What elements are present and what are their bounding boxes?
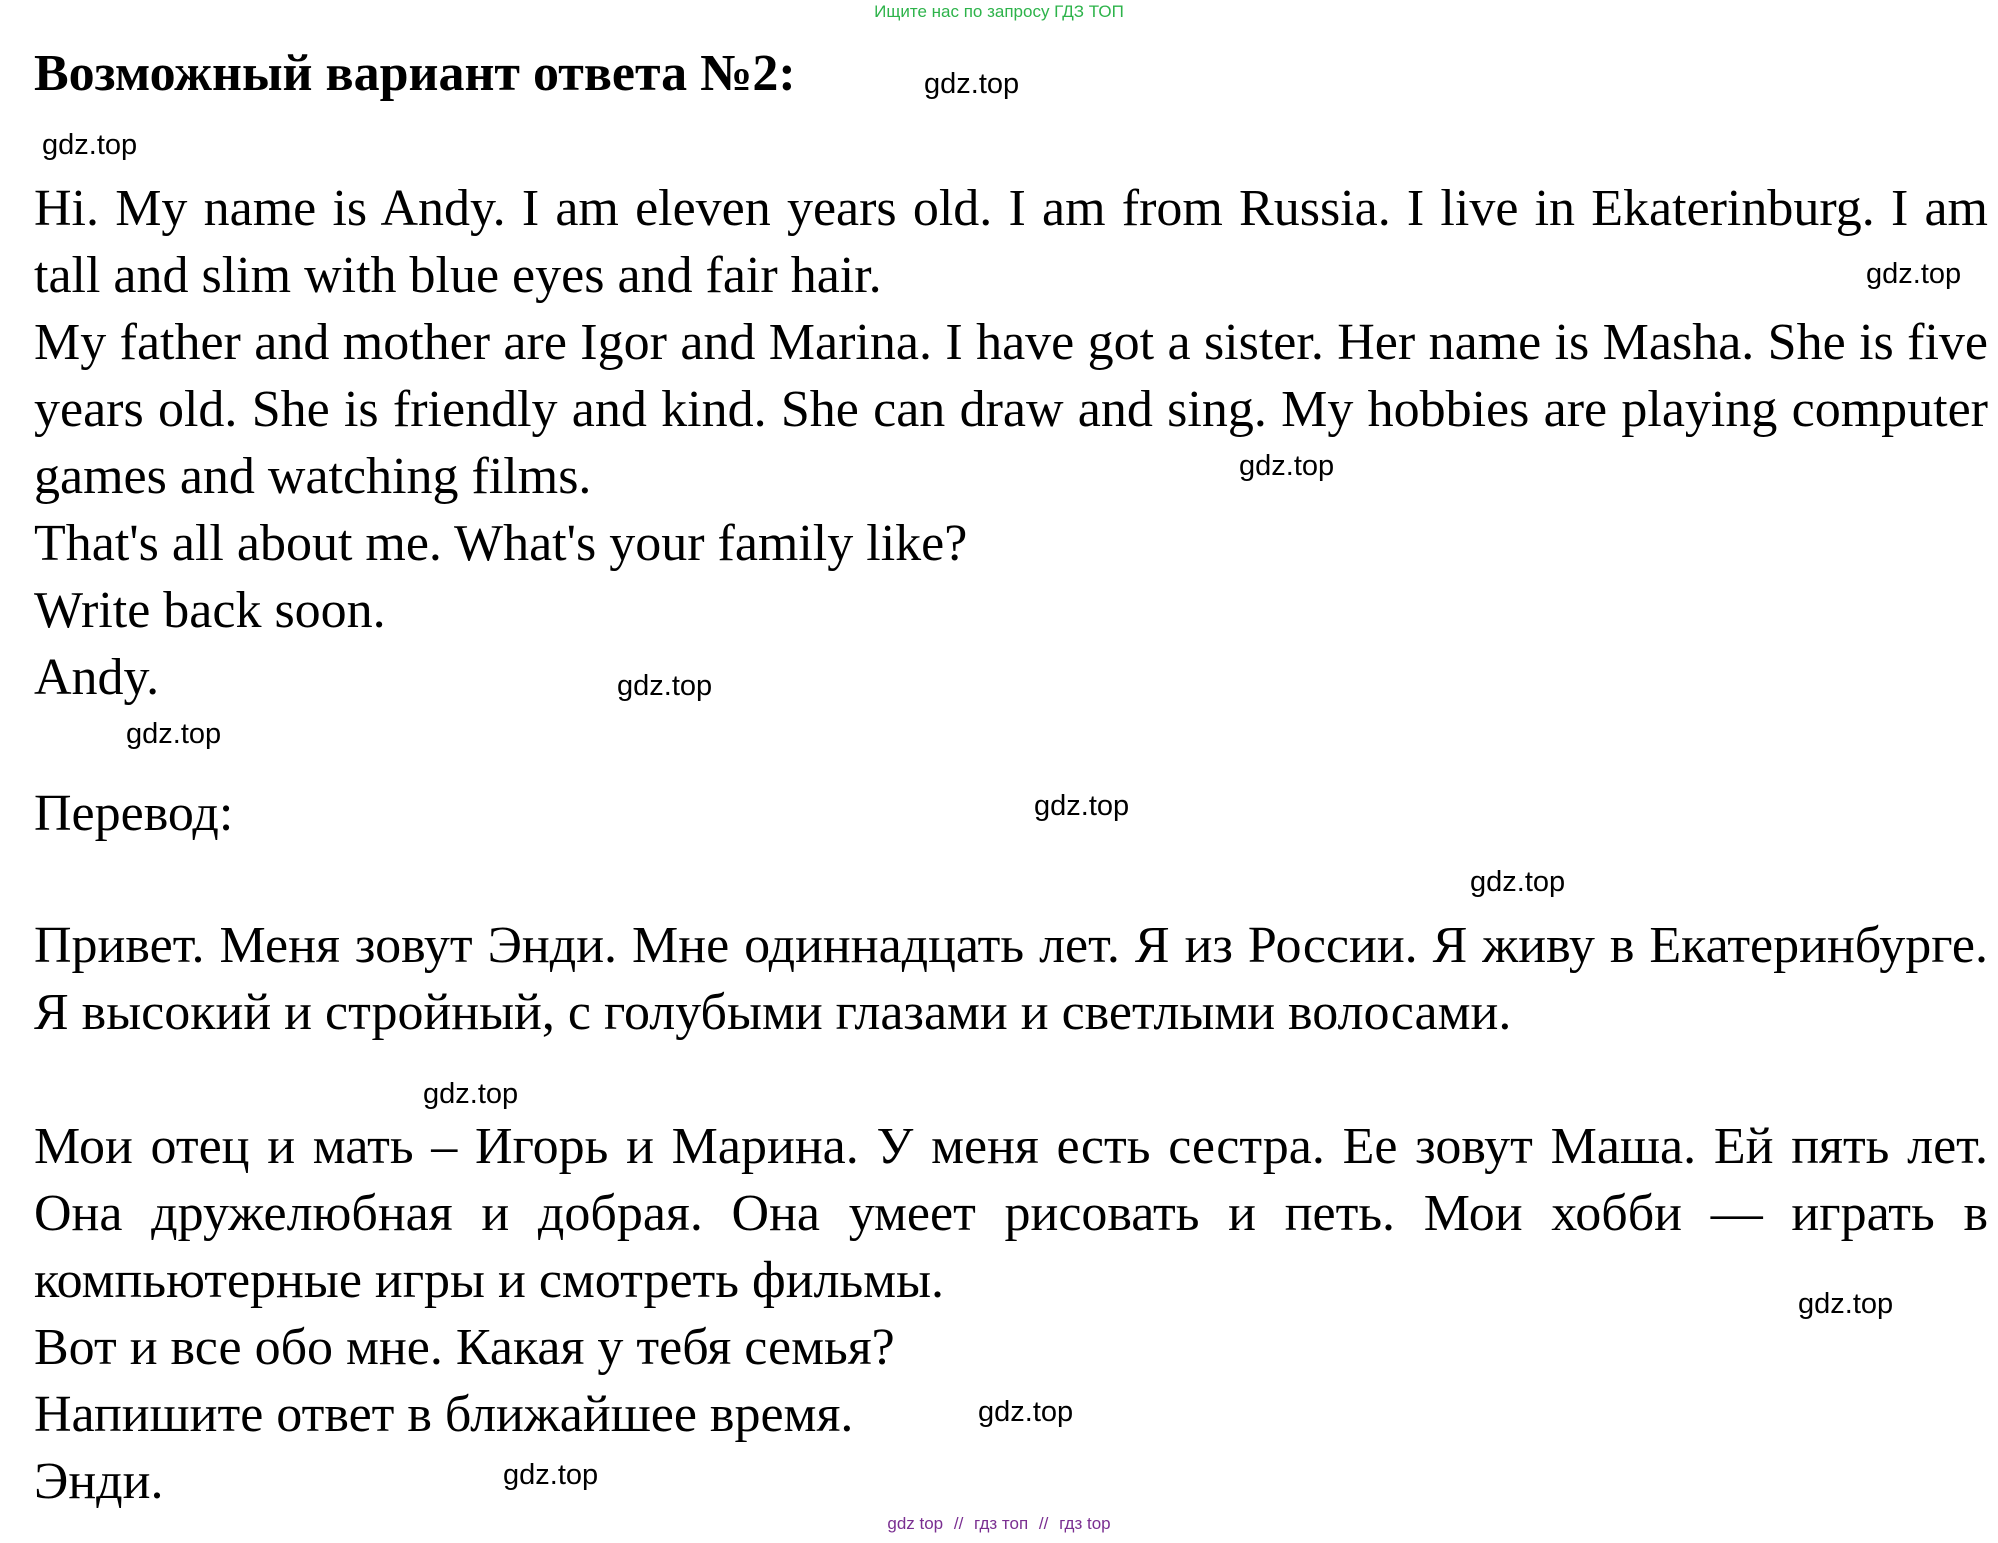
top-banner[interactable]: Ищите нас по запросу ГДЗ ТОП <box>874 2 1124 21</box>
watermark: gdz.top <box>423 1078 519 1110</box>
watermark: gdz.top <box>503 1459 599 1491</box>
watermark: gdz.top <box>924 68 1020 100</box>
english-closing-line <box>34 510 1988 711</box>
watermark: gdz.top <box>978 1396 1074 1428</box>
english-paragraph-1: Hi. My name is Andy. I am eleven years old. I am from Russia. I live in Ekaterinburg. I am tall and slim with blue eyes and fair hair. <box>34 180 1988 304</box>
footer-separator: // <box>953 1514 964 1533</box>
translation-label: Перевод: <box>34 785 234 842</box>
russian-closing: Вот и все обо мне. Какая у тебя семья? <box>34 1319 895 1376</box>
watermark: gdz.top <box>1034 790 1130 822</box>
footer-separator: // <box>1038 1514 1049 1533</box>
russian-signature: Энди. <box>34 1453 164 1510</box>
english-write-back: Write back soon. <box>34 582 386 639</box>
watermark: gdz.top <box>617 670 713 702</box>
footer-link-gdz-top-ru[interactable]: гдз топ <box>974 1514 1029 1533</box>
english-signature: Andy. <box>34 649 160 706</box>
watermark: gdz.top <box>1239 450 1335 482</box>
footer-links <box>0 1514 1998 1534</box>
page-title: Возможный вариант ответа №2: <box>34 45 796 102</box>
footer-link-gdz-top-mixed[interactable]: гдз top <box>1059 1514 1111 1533</box>
russian-paragraph-1: Привет. Меня зовут Энди. Мне одиннадцать лет. Я из России. Я живу в Екатеринбурге. Я высокий и стройный, с голубыми глазами и светлыми волосами. <box>34 917 1988 1041</box>
russian-paragraph-2: Мои отец и мать – Игорь и Марина. У меня есть сестра. Ее зовут Маша. Ей пять лет. Она дружелюбная и добрая. Она умеет рисовать и петь. Мои хобби — играть в компьютерные игры и смотреть фильмы. <box>34 1118 1988 1309</box>
russian-write-back: Напишите ответ в ближайшее время. <box>34 1386 854 1443</box>
footer-link-gdz-top[interactable]: gdz top <box>887 1514 944 1533</box>
watermark: gdz.top <box>1866 258 1962 290</box>
watermark: gdz.top <box>1470 866 1566 898</box>
english-paragraph-2: My father and mother are Igor and Marina. I have got a sister. Her name is Masha. She is five years old. She is friendly and kind. She can draw and sing. My hobbies are playing computer games and watching films. <box>34 314 1988 505</box>
watermark: gdz.top <box>126 718 222 750</box>
english-closing: That's all about me. What's your family like? <box>34 515 968 572</box>
watermark: gdz.top <box>1798 1288 1894 1320</box>
watermark: gdz.top <box>42 129 138 161</box>
